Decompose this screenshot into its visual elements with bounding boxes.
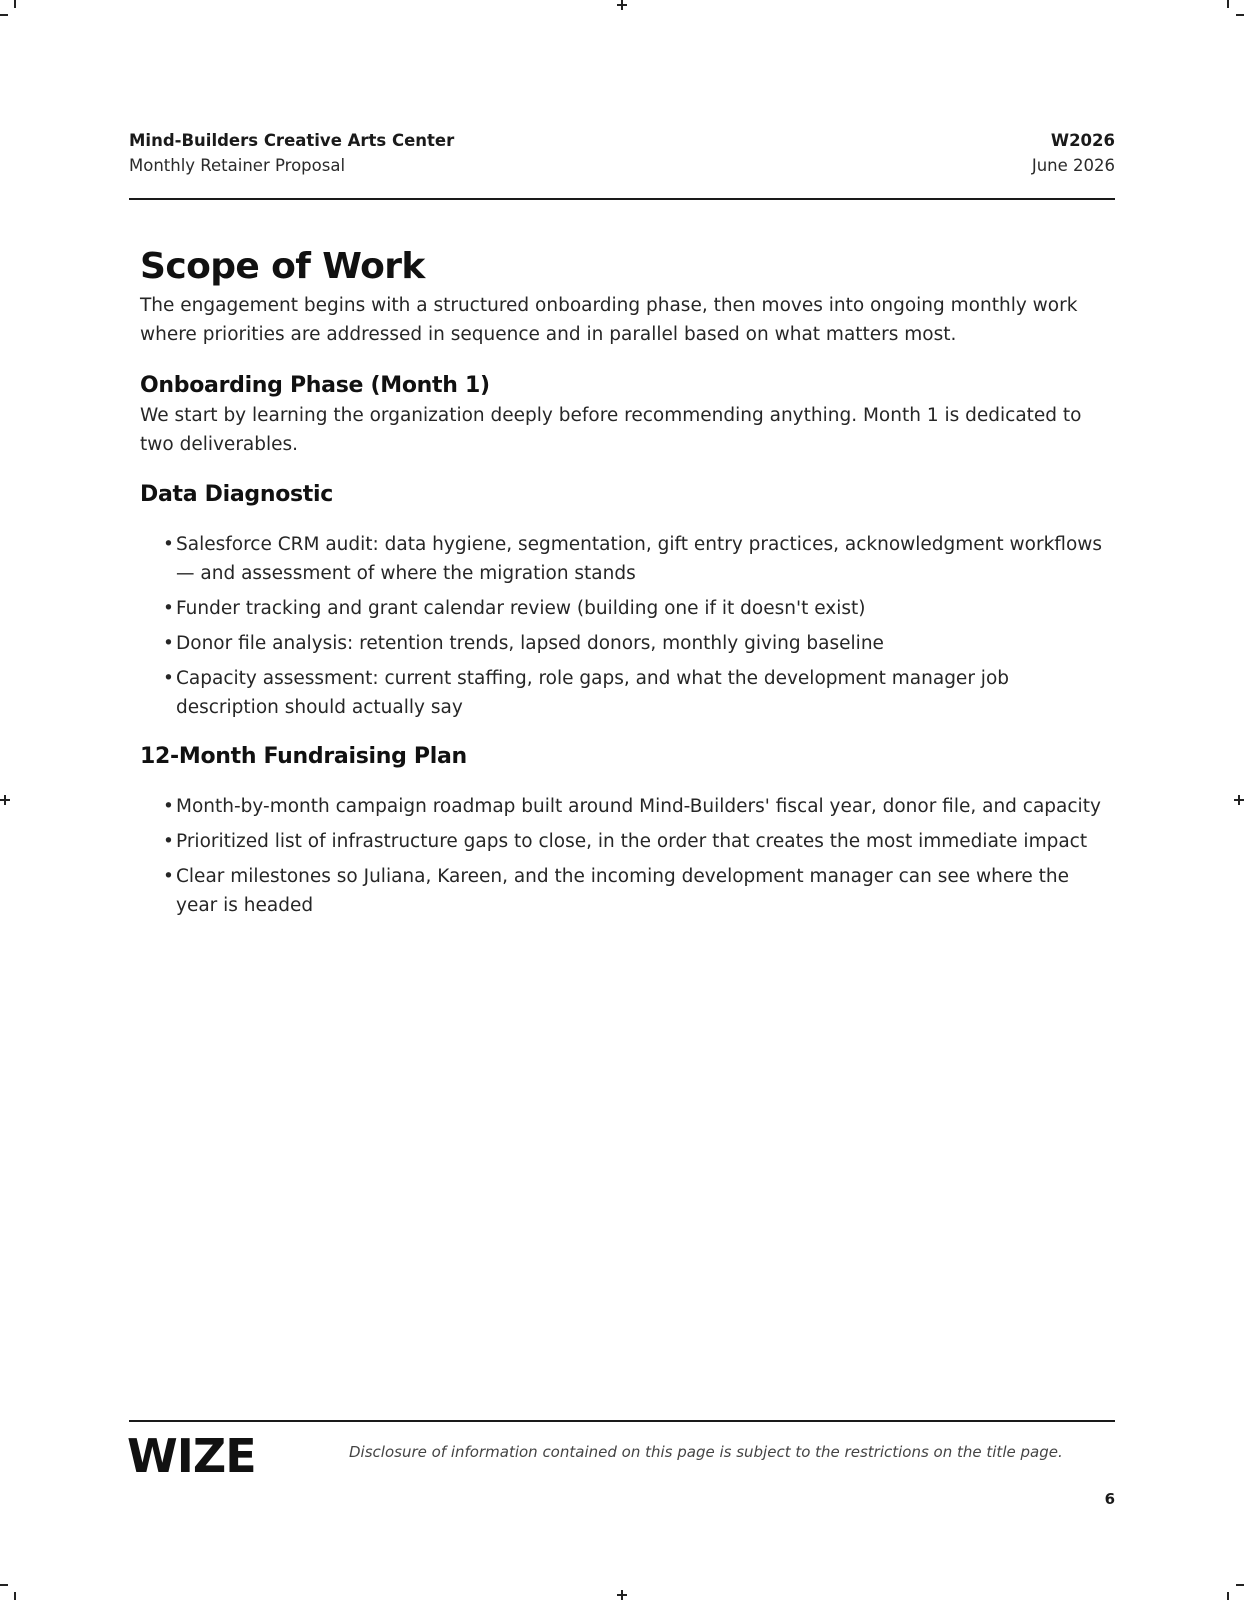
registration-mark bbox=[617, 0, 627, 10]
list-item-text: Month-by-month campaign roadmap built around Mind-Builders' fiscal year, donor file, and capacity bbox=[176, 796, 1101, 817]
bullet-icon: • bbox=[163, 831, 174, 852]
section-heading-data-diagnostic: Data Diagnostic bbox=[140, 482, 333, 507]
bullet-icon: • bbox=[163, 534, 174, 555]
footer-disclaimer: Disclosure of information contained on this page is subject to the restrictions on the title page. bbox=[349, 1443, 1063, 1461]
list-item-text: Prioritized list of infrastructure gaps to close, in the order that creates the most immediate impact bbox=[176, 831, 1088, 852]
document-date: June 2026 bbox=[1031, 156, 1115, 175]
fundraising-plan-list bbox=[140, 792, 1110, 920]
list-item bbox=[163, 629, 1110, 658]
onboarding-paragraph: We start by learning the organization deeply before recommending anything. Month 1 is dedicated to two deliverables. bbox=[140, 405, 1082, 455]
bullet-icon: • bbox=[163, 633, 174, 654]
section-heading-onboarding: Onboarding Phase (Month 1) bbox=[140, 373, 490, 398]
registration-mark bbox=[617, 1590, 627, 1600]
crop-mark bbox=[14, 1592, 16, 1600]
section-heading-fundraising-plan: 12-Month Fundraising Plan bbox=[140, 744, 467, 769]
data-diagnostic-list bbox=[140, 530, 1110, 722]
bullet-icon: • bbox=[163, 866, 174, 887]
crop-mark bbox=[0, 14, 8, 16]
crop-mark bbox=[0, 1584, 8, 1586]
header-divider bbox=[129, 198, 1115, 200]
crop-mark bbox=[1227, 0, 1229, 8]
list-item-text: Clear milestones so Juliana, Kareen, and the incoming development manager can see where the year is headed bbox=[176, 866, 1070, 916]
intro-paragraph: The engagement begins with a structured onboarding phase, then moves into ongoing monthly work where priorities are addressed in sequence and in parallel based on what matters most. bbox=[140, 295, 1078, 345]
bullet-icon: • bbox=[163, 796, 174, 817]
registration-mark bbox=[0, 795, 10, 805]
bullet-icon: • bbox=[163, 598, 174, 619]
bullet-icon: • bbox=[163, 668, 174, 689]
list-item bbox=[163, 530, 1110, 588]
organization-name: Mind-Builders Creative Arts Center bbox=[129, 131, 455, 150]
list-item bbox=[163, 792, 1110, 821]
list-item-text: Salesforce CRM audit: data hygiene, segmentation, gift entry practices, acknowledgment workflows — and assessment of where the migration stands bbox=[176, 534, 1103, 584]
crop-mark bbox=[1227, 1592, 1229, 1600]
list-item-text: Donor file analysis: retention trends, lapsed donors, monthly giving baseline bbox=[176, 633, 884, 654]
footer-divider bbox=[129, 1420, 1115, 1422]
document-type: Monthly Retainer Proposal bbox=[129, 156, 346, 175]
list-item-text: Funder tracking and grant calendar review (building one if it doesn't exist) bbox=[176, 598, 866, 619]
registration-mark bbox=[1234, 795, 1244, 805]
page-title: Scope of Work bbox=[140, 246, 425, 287]
list-item-text: Capacity assessment: current staffing, role gaps, and what the development manager job description should actually say bbox=[176, 668, 1010, 718]
list-item bbox=[163, 827, 1110, 856]
main-content bbox=[140, 243, 1110, 926]
page-number: 6 bbox=[1104, 1490, 1115, 1508]
crop-mark bbox=[1236, 1584, 1244, 1586]
list-item bbox=[163, 664, 1110, 722]
company-logo: WIZE bbox=[127, 1429, 256, 1483]
document-code: W2026 bbox=[1050, 131, 1115, 150]
list-item bbox=[163, 862, 1110, 920]
crop-mark bbox=[1236, 14, 1244, 16]
crop-mark bbox=[14, 0, 16, 8]
list-item bbox=[163, 594, 1110, 623]
